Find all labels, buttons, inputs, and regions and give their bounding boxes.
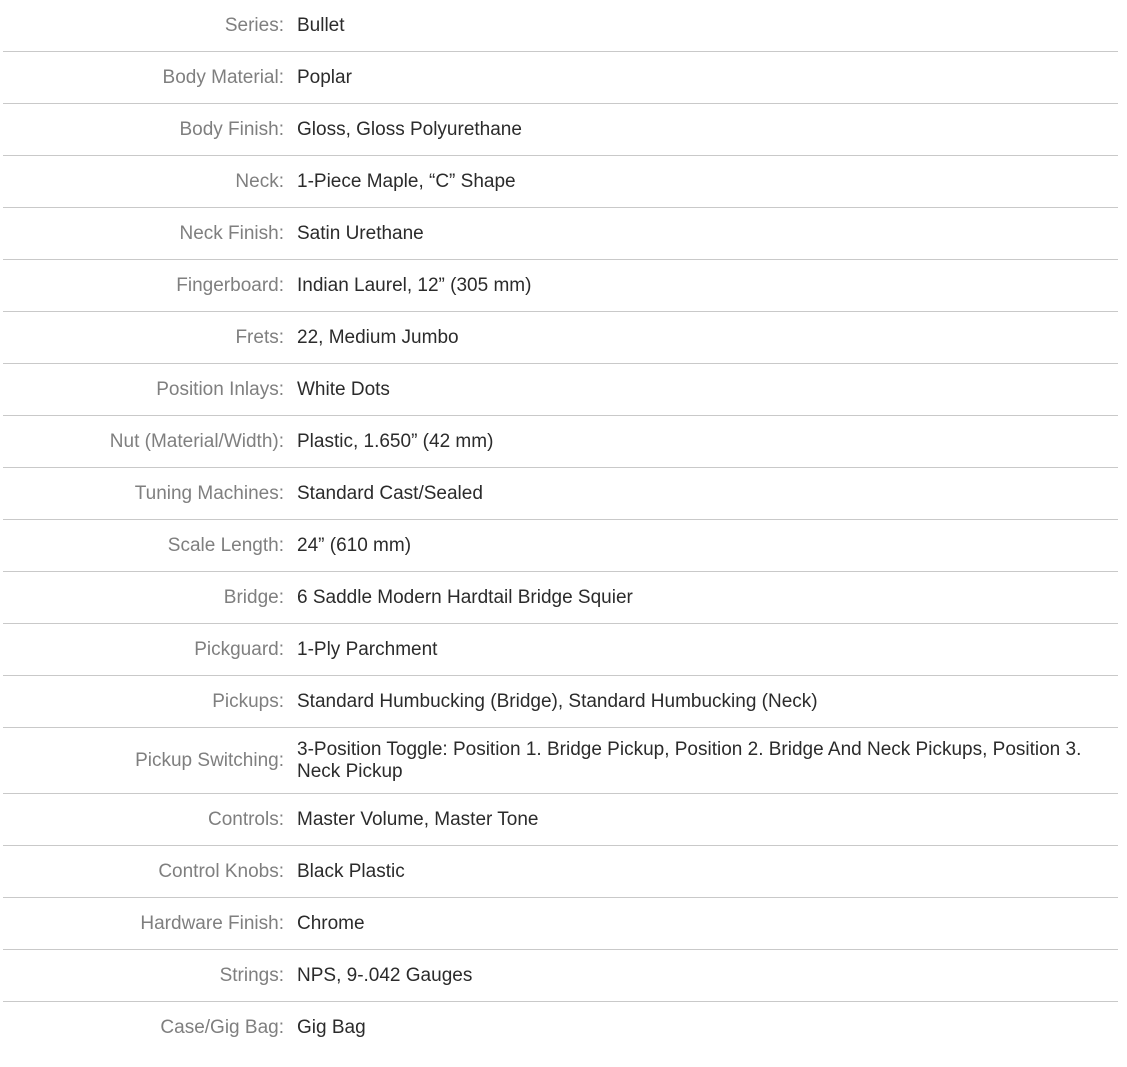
spec-label: Hardware Finish: [140, 912, 284, 934]
spec-row-frets [3, 312, 1118, 364]
spec-row-pickguard [3, 624, 1118, 676]
spec-value: Standard Cast/Sealed [297, 482, 483, 504]
spec-row-body-material [3, 52, 1118, 104]
spec-row-tuning-machines [3, 468, 1118, 520]
spec-row-control-knobs [3, 846, 1118, 898]
spec-row-scale-length [3, 520, 1118, 572]
spec-row-position-inlays [3, 364, 1118, 416]
spec-row-strings [3, 950, 1118, 1002]
spec-value: Poplar [297, 66, 352, 88]
spec-row-pickups [3, 676, 1118, 728]
spec-label: Position Inlays: [156, 378, 284, 400]
spec-value: Gig Bag [297, 1017, 366, 1038]
spec-value: Bullet [297, 14, 345, 36]
spec-value: 22, Medium Jumbo [297, 326, 459, 348]
spec-row-fingerboard [3, 260, 1118, 312]
spec-label: Case/Gig Bag: [160, 1017, 284, 1038]
spec-value: 1-Ply Parchment [297, 638, 438, 660]
spec-table [3, 0, 1118, 1054]
spec-value: Satin Urethane [297, 222, 424, 244]
spec-value: Black Plastic [297, 860, 405, 882]
spec-row-neck [3, 156, 1118, 208]
spec-value: Indian Laurel, 12” (305 mm) [297, 274, 532, 296]
spec-label: Fingerboard: [176, 274, 284, 296]
spec-label: Neck Finish: [179, 222, 284, 244]
spec-value: Gloss, Gloss Polyurethane [297, 118, 522, 140]
spec-label: Series: [224, 14, 284, 36]
spec-label: Body Material: [162, 66, 284, 88]
spec-row-nut [3, 416, 1118, 468]
spec-label: Nut (Material/Width): [109, 430, 284, 452]
spec-row-pickup-switching [3, 728, 1118, 794]
spec-label: Body Finish: [179, 118, 284, 140]
spec-label: Bridge: [223, 586, 284, 608]
spec-label: Pickup Switching: [135, 749, 284, 771]
spec-label: Strings: [219, 964, 284, 986]
spec-label: Pickguard: [194, 638, 284, 660]
spec-row-controls [3, 794, 1118, 846]
spec-label: Frets: [235, 326, 284, 348]
spec-row-bridge [3, 572, 1118, 624]
spec-row-hardware-finish [3, 898, 1118, 950]
spec-value: Plastic, 1.650” (42 mm) [297, 430, 494, 452]
spec-row-body-finish [3, 104, 1118, 156]
spec-value: NPS, 9-.042 Gauges [297, 964, 473, 986]
spec-value: 3-Position Toggle: Position 1. Bridge Pickup, Position 2. Bridge And Neck Pickups, Position 3. Neck Pickup [297, 738, 1082, 782]
spec-label: Tuning Machines: [134, 482, 284, 504]
spec-label: Neck: [235, 170, 284, 192]
spec-value: Chrome [297, 912, 365, 934]
spec-value: 1-Piece Maple, “C” Shape [297, 170, 516, 192]
spec-label: Controls: [207, 808, 284, 830]
spec-row-series [3, 0, 1118, 52]
spec-label: Control Knobs: [158, 860, 284, 882]
spec-label: Scale Length: [167, 534, 284, 556]
spec-value: White Dots [297, 378, 390, 400]
spec-value: Master Volume, Master Tone [297, 808, 539, 830]
spec-row-case-gig-bag [3, 1002, 1118, 1054]
spec-label: Pickups: [212, 690, 284, 712]
spec-value: Standard Humbucking (Bridge), Standard Humbucking (Neck) [297, 690, 818, 712]
spec-row-neck-finish [3, 208, 1118, 260]
spec-value: 24” (610 mm) [297, 534, 412, 556]
spec-value: 6 Saddle Modern Hardtail Bridge Squier [297, 586, 633, 608]
